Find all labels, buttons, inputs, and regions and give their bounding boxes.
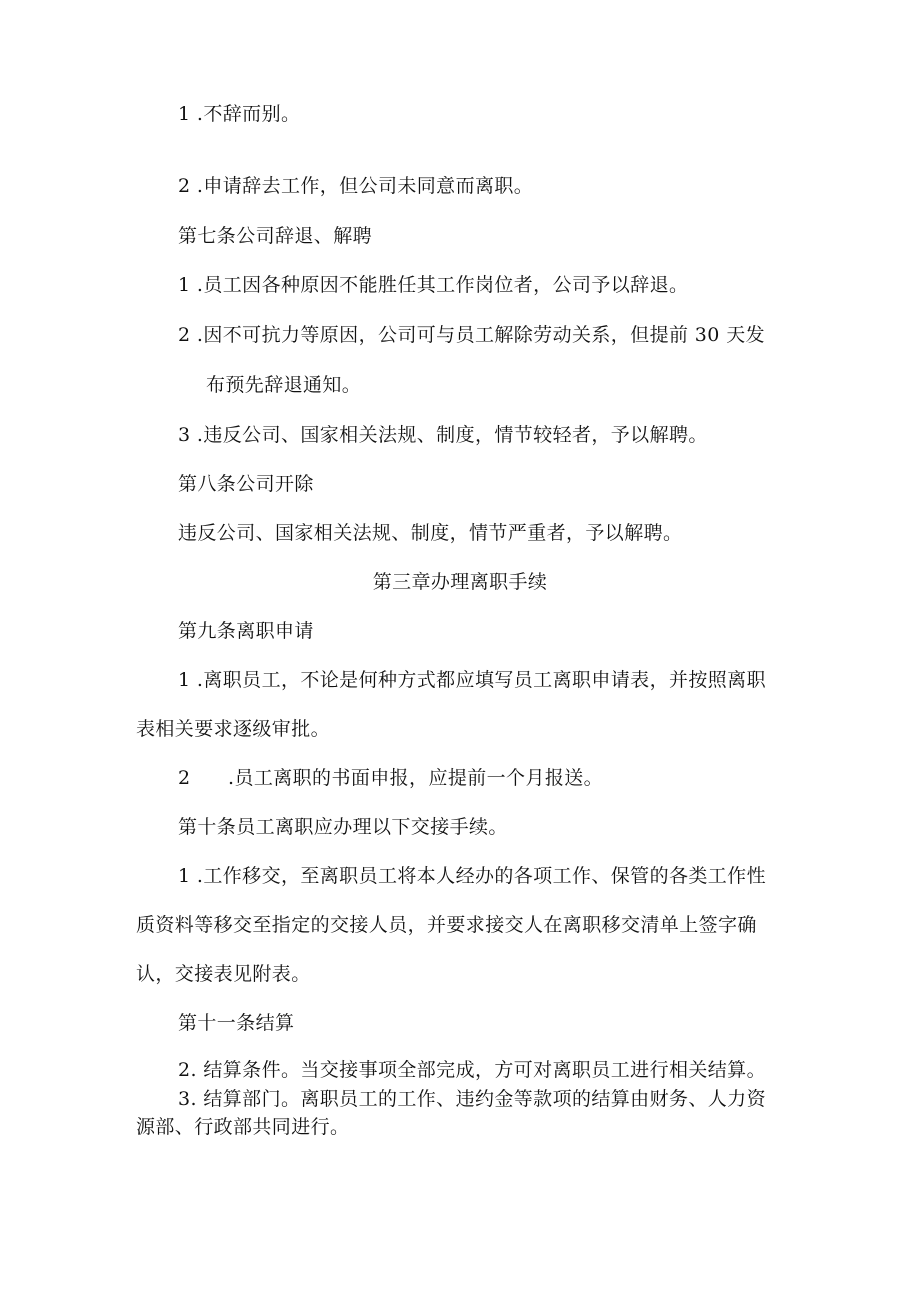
article-7-item-1: 1 .员工因各种原因不能胜任其工作岗位者，公司予以辞退。 — [178, 274, 689, 296]
article-11-item-3: 3. 结算部门。离职员工的工作、违约金等款项的结算由财务、人力资 — [178, 1088, 766, 1110]
article-9-item-2-text: .员工离职的书面申报，应提前一个月报送。 — [228, 767, 604, 789]
article-10-item-1: 1 .工作移交，至离职员工将本人经办的各项工作、保管的各类工作性 — [178, 865, 766, 887]
article-11-item-3-cont: 源部、行政部共同进行。 — [136, 1116, 350, 1138]
article-8-body: 违反公司、国家相关法规、制度，情节严重者，予以解聘。 — [178, 522, 683, 544]
article-7-item-2: 2 .因不可抗力等原因，公司可与员工解除劳动关系，但提前 30 天发 — [178, 324, 766, 346]
list-item-1-not-resign: 1 .不辞而别。 — [178, 103, 301, 125]
article-10-item-1-cont-2: 认，交接表见附表。 — [136, 963, 311, 985]
article-7-heading: 第七条公司辞退、解聘 — [178, 225, 373, 247]
article-9-item-1-cont: 表相关要求逐级审批。 — [136, 718, 331, 740]
article-9-item-2-number: 2 — [178, 767, 191, 789]
article-7-item-3: 3 .违反公司、国家相关法规、制度，情节较轻者，予以解聘。 — [178, 424, 708, 446]
article-9-item-1: 1 .离职员工，不论是何种方式都应填写员工离职申请表，并按照离职 — [178, 669, 766, 691]
article-11-item-2: 2. 结算条件。当交接事项全部完成，方可对离职员工进行相关结算。 — [178, 1059, 766, 1081]
list-item-2-unapproved-leave: 2 .申请辞去工作，但公司未同意而离职。 — [178, 175, 534, 197]
chapter-3-title: 第三章办理离职手续 — [372, 571, 548, 593]
article-8-heading: 第八条公司开除 — [178, 473, 314, 495]
article-10-heading: 第十条员工离职应办理以下交接手续。 — [178, 816, 508, 838]
article-7-item-2-cont: 布预先辞退通知。 — [206, 374, 362, 396]
article-11-heading: 第十一条结算 — [178, 1012, 295, 1034]
article-10-item-1-cont-1: 质资料等移交至指定的交接人员，并要求接交人在离职移交清单上签字确 — [136, 914, 757, 936]
article-9-heading: 第九条离职申请 — [178, 620, 314, 642]
article-9-item-2 — [178, 765, 603, 791]
